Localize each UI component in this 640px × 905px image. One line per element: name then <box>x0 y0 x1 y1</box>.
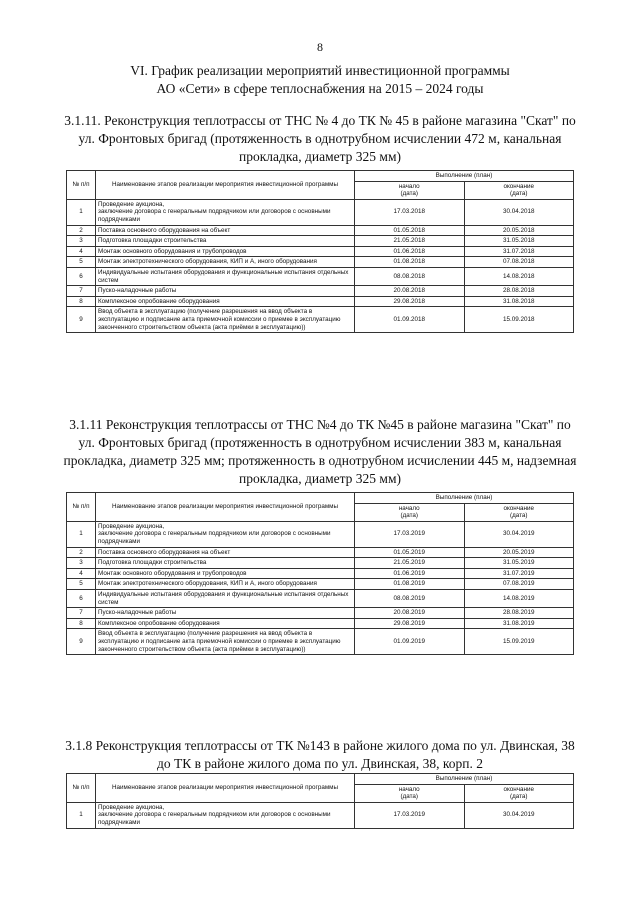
header-execution: Выполнение (план) <box>355 171 574 182</box>
row-num: 4 <box>67 246 96 257</box>
row-stage-name: Монтаж электротехнического оборудования, КИП и А, иного оборудования <box>96 257 355 268</box>
row-stage-name: Ввод объекта в эксплуатацию (получение разрешения на ввод объекта в эксплуатацию и подписание акта приемочной комиссии о приемке в эксплуатацию законченного строительством объекта (акта приёмки в эксплуатацию)) <box>96 629 355 655</box>
table-row <box>67 558 574 569</box>
header-name: Наименование этапов реализации мероприятия инвестиционной программы <box>96 171 355 200</box>
row-start-date: 01.06.2019 <box>355 568 465 579</box>
row-end-date: 30.04.2018 <box>464 199 574 225</box>
row-stage-name: Индивидуальные испытания оборудования и функциональные испытания отдельных систем <box>96 267 355 285</box>
table-row <box>67 547 574 558</box>
row-start-date: 01.09.2019 <box>355 629 465 655</box>
row-num: 3 <box>67 558 96 569</box>
table-row <box>67 629 574 655</box>
header-end: окончание (дата) <box>464 503 574 521</box>
row-end-date: 15.09.2018 <box>464 307 574 333</box>
row-num: 2 <box>67 225 96 236</box>
row-end-date: 31.08.2019 <box>464 618 574 629</box>
row-stage-name: Монтаж основного оборудования и трубопроводов <box>96 568 355 579</box>
table-row <box>67 286 574 297</box>
table-row <box>67 296 574 307</box>
section-2-title: 3.1.11 Реконструкция теплотрассы от ТНС №4 до ТК №45 в районе магазина "Скат" по ул. Фронтовых бригад (протяженность в однотрубном исчислении 383 м, канальная прокладка, диаметр 325 мм; протяженность в однотрубном исчислении 445 м, надземная прокладка, диаметр 325 мм) <box>63 417 577 486</box>
header-num: № п/п <box>67 774 96 803</box>
row-stage-name: Монтаж основного оборудования и трубопроводов <box>96 246 355 257</box>
header-start: начало (дата) <box>355 181 465 199</box>
row-num: 1 <box>67 199 96 225</box>
row-stage-name: Комплексное опробование оборудования <box>96 618 355 629</box>
header-execution: Выполнение (план) <box>355 493 574 504</box>
row-end-date: 30.04.2019 <box>464 521 574 547</box>
row-stage-name: Поставка основного оборудования на объект <box>96 225 355 236</box>
heading-line-2: АО «Сети» в сфере теплоснабжения на 2015 – 2024 годы <box>156 81 484 96</box>
row-start-date: 20.08.2019 <box>355 608 465 619</box>
row-num: 6 <box>67 267 96 285</box>
table-row <box>67 618 574 629</box>
row-num: 6 <box>67 589 96 607</box>
heading-line-1: VI. График реализации мероприятий инвестиционной программы <box>130 63 510 78</box>
row-start-date: 29.08.2018 <box>355 296 465 307</box>
row-num: 1 <box>67 802 96 828</box>
row-stage-name: Монтаж электротехнического оборудования, КИП и А, иного оборудования <box>96 579 355 590</box>
section-2-table <box>66 492 574 655</box>
table-row <box>67 236 574 247</box>
header-execution: Выполнение (план) <box>355 774 574 785</box>
row-num: 4 <box>67 568 96 579</box>
row-start-date: 17.03.2018 <box>355 199 465 225</box>
table-row <box>67 579 574 590</box>
row-start-date: 21.05.2018 <box>355 236 465 247</box>
row-num: 3 <box>67 236 96 247</box>
row-start-date: 01.08.2018 <box>355 257 465 268</box>
table-row <box>67 802 574 828</box>
table-header-row <box>67 171 574 182</box>
row-num: 8 <box>67 296 96 307</box>
row-end-date: 28.08.2018 <box>464 286 574 297</box>
section-3-table <box>66 773 574 829</box>
table-row <box>67 307 574 333</box>
row-start-date: 17.03.2019 <box>355 802 465 828</box>
row-end-date: 31.07.2018 <box>464 246 574 257</box>
page-heading <box>60 62 580 98</box>
row-start-date: 21.05.2019 <box>355 558 465 569</box>
row-stage-name: Пуско-наладочные работы <box>96 286 355 297</box>
row-end-date: 31.05.2018 <box>464 236 574 247</box>
row-end-date: 31.08.2018 <box>464 296 574 307</box>
row-stage-name: Ввод объекта в эксплуатацию (получение разрешения на ввод объекта в эксплуатацию и подписание акта приемочной комиссии о приемке в эксплуатацию законченного строительством объекта (акта приёмки в эксплуатацию)) <box>96 307 355 333</box>
row-start-date: 01.08.2019 <box>355 579 465 590</box>
row-end-date: 14.08.2018 <box>464 267 574 285</box>
row-start-date: 08.08.2018 <box>355 267 465 285</box>
row-end-date: 28.08.2019 <box>464 608 574 619</box>
row-start-date: 29.08.2019 <box>355 618 465 629</box>
header-name: Наименование этапов реализации мероприятия инвестиционной программы <box>96 493 355 522</box>
row-num: 5 <box>67 257 96 268</box>
row-num: 9 <box>67 307 96 333</box>
row-stage-name: Подготовка площадки строительства <box>96 236 355 247</box>
table-row <box>67 199 574 225</box>
row-num: 5 <box>67 579 96 590</box>
section-1-table <box>66 170 574 333</box>
row-end-date: 31.05.2019 <box>464 558 574 569</box>
row-start-date: 20.08.2018 <box>355 286 465 297</box>
row-stage-name: Индивидуальные испытания оборудования и функциональные испытания отдельных систем <box>96 589 355 607</box>
header-num: № п/п <box>67 171 96 200</box>
row-end-date: 20.05.2019 <box>464 547 574 558</box>
table-row <box>67 225 574 236</box>
row-stage-name: Пуско-наладочные работы <box>96 608 355 619</box>
row-end-date: 15.09.2019 <box>464 629 574 655</box>
table-row <box>67 246 574 257</box>
row-start-date: 01.09.2018 <box>355 307 465 333</box>
row-stage-name: Проведение аукциона, заключение договора с генеральным подрядчиком или договоров с основными подрядчиками <box>96 521 355 547</box>
table-row <box>67 257 574 268</box>
header-name: Наименование этапов реализации мероприятия инвестиционной программы <box>96 774 355 803</box>
table-row <box>67 267 574 285</box>
row-num: 7 <box>67 286 96 297</box>
row-stage-name: Поставка основного оборудования на объект <box>96 547 355 558</box>
row-num: 1 <box>67 521 96 547</box>
table-row <box>67 568 574 579</box>
row-end-date: 20.05.2018 <box>464 225 574 236</box>
row-num: 9 <box>67 629 96 655</box>
page-number: 8 <box>317 40 323 54</box>
header-num: № п/п <box>67 493 96 522</box>
header-end: окончание (дата) <box>464 181 574 199</box>
row-end-date: 31.07.2019 <box>464 568 574 579</box>
row-start-date: 01.06.2018 <box>355 246 465 257</box>
row-end-date: 30.04.2019 <box>464 802 574 828</box>
row-stage-name: Подготовка площадки строительства <box>96 558 355 569</box>
row-stage-name: Проведение аукциона, заключение договора с генеральным подрядчиком или договоров с основными подрядчиками <box>96 802 355 828</box>
section-3-title: 3.1.8 Реконструкция теплотрассы от ТК №143 в районе жилого дома по ул. Двинская, 38 до ТК в районе жилого дома по ул. Двинская, 38, корп. 2 <box>65 738 575 771</box>
header-start: начало (дата) <box>355 784 465 802</box>
header-end: окончание (дата) <box>464 784 574 802</box>
table-row <box>67 608 574 619</box>
section-1-title: 3.1.11. Реконструкция теплотрассы от ТНС № 4 до ТК № 45 в районе магазина "Скат" по ул. Фронтовых бригад (протяженность в однотрубном исчислении 472 м, канальная прокладка, диаметр 325 мм) <box>64 113 576 164</box>
row-end-date: 14.08.2019 <box>464 589 574 607</box>
table-header-row <box>67 774 574 785</box>
header-start: начало (дата) <box>355 503 465 521</box>
row-stage-name: Комплексное опробование оборудования <box>96 296 355 307</box>
row-num: 7 <box>67 608 96 619</box>
row-start-date: 08.08.2019 <box>355 589 465 607</box>
table-row <box>67 589 574 607</box>
table-header-row <box>67 493 574 504</box>
row-start-date: 01.05.2018 <box>355 225 465 236</box>
row-start-date: 01.05.2019 <box>355 547 465 558</box>
row-stage-name: Проведение аукциона, заключение договора с генеральным подрядчиком или договоров с основными подрядчиками <box>96 199 355 225</box>
row-end-date: 07.08.2019 <box>464 579 574 590</box>
row-end-date: 07.08.2018 <box>464 257 574 268</box>
table-row <box>67 521 574 547</box>
row-start-date: 17.03.2019 <box>355 521 465 547</box>
row-num: 2 <box>67 547 96 558</box>
row-num: 8 <box>67 618 96 629</box>
